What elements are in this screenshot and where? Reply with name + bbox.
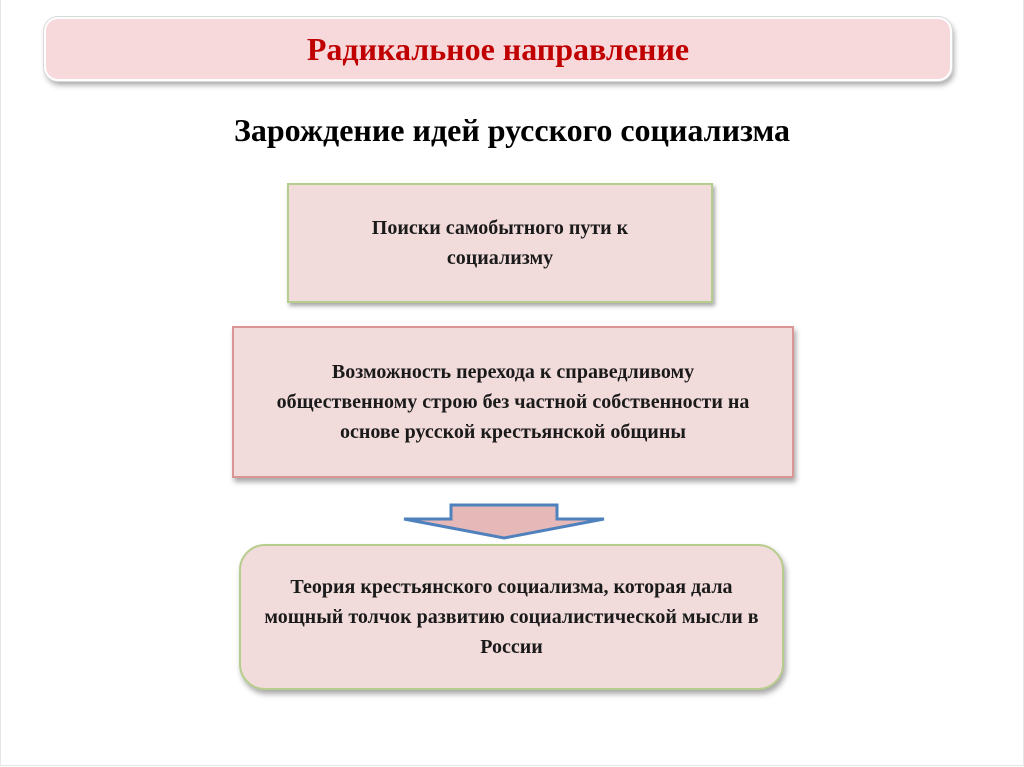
box-peasant-socialism-theory <box>239 544 784 690</box>
box-search-path-text: Поиски самобытного пути к социализму <box>371 217 629 269</box>
box-search-path <box>287 183 713 303</box>
down-arrow-icon <box>399 500 609 540</box>
slide-subtitle: Зарождение идей русского социализма <box>233 112 791 148</box>
box-peasant-socialism-theory-text: Теория крестьянского социализма, которая дала мощный толчок развитию социалистической мысли в России <box>264 576 759 658</box>
down-arrow-shape <box>404 505 604 538</box>
box-transition-possibility-text: Возможность перехода к справедливому общественному строю без частной собственности на основе русской крестьянской общины <box>276 361 750 443</box>
slide-title: Радикальное направление <box>306 31 690 67</box>
box-transition-possibility <box>232 326 794 478</box>
title-banner <box>44 17 952 81</box>
